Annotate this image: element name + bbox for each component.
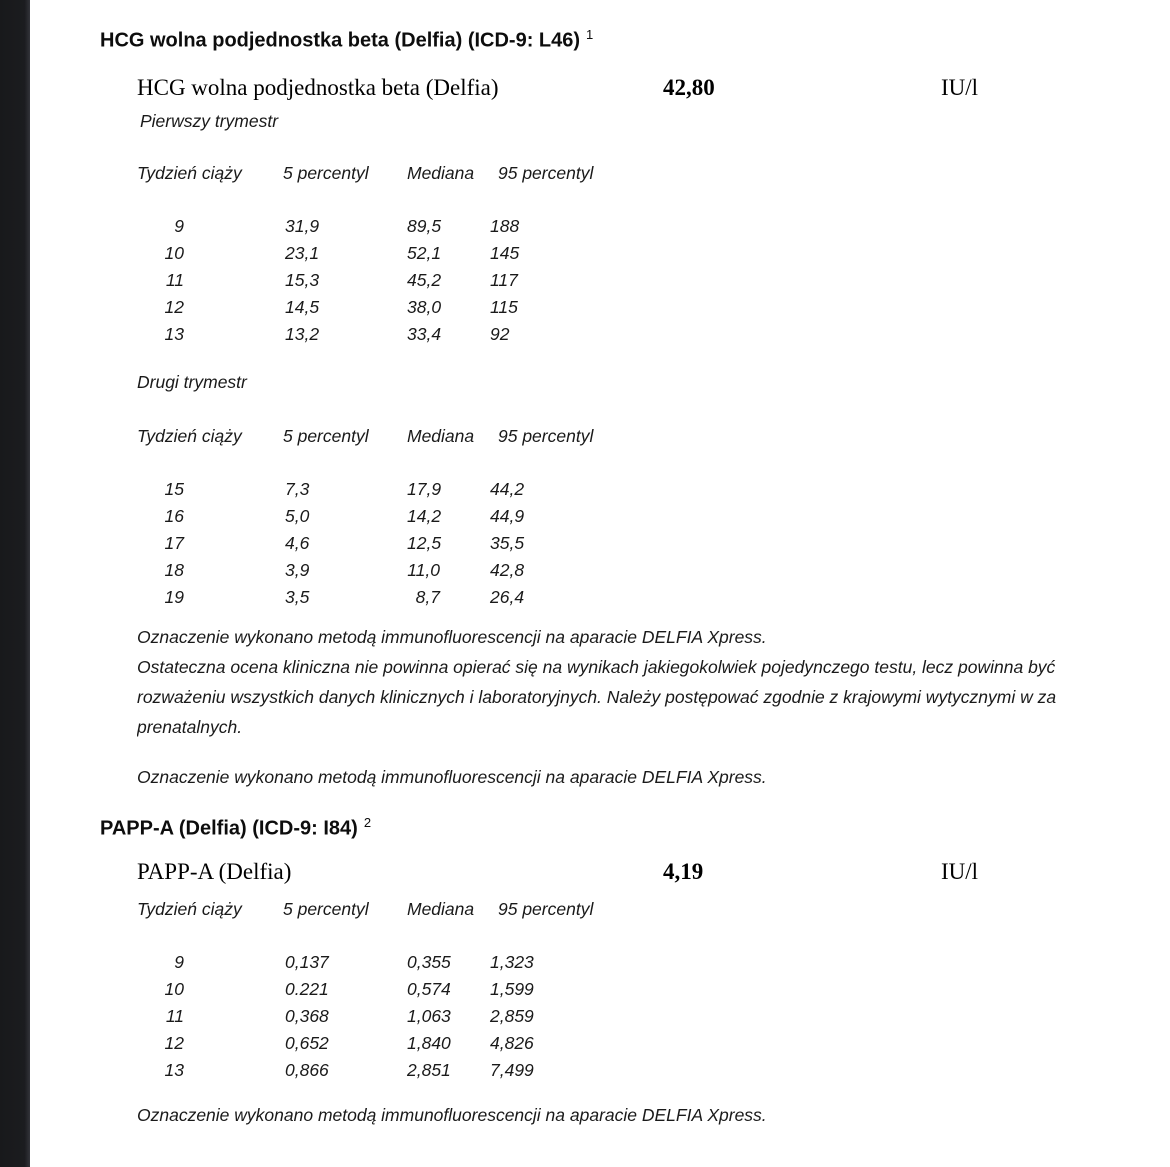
- table-cell: 31,9: [285, 216, 320, 236]
- table-header-cell: Tydzień ciąży: [137, 426, 242, 446]
- pappa-method-note: Oznaczenie wykonano metodą immunofluorescencji na aparacie DELFIA Xpress.: [137, 1105, 767, 1125]
- table-cell: 52,1: [407, 243, 442, 263]
- table-header-cell: Tydzień ciąży: [137, 163, 242, 183]
- table-row: [137, 976, 618, 1003]
- hcg-method-note: Oznaczenie wykonano metodą immunofluorescencji na aparacie DELFIA Xpress.: [137, 767, 767, 787]
- table-header-cell: 95 percentyl: [498, 899, 594, 919]
- table-header-cell: 95 percentyl: [498, 163, 594, 183]
- table-header-row: [137, 423, 618, 450]
- table-cell: 15: [164, 479, 184, 499]
- pappa-result-name: PAPP-A (Delfia): [137, 859, 292, 884]
- table-cell: 12: [164, 1033, 184, 1053]
- table-cell: 10: [164, 243, 184, 263]
- table-row: [137, 476, 618, 503]
- table-cell: 13: [164, 324, 184, 344]
- hcg-result-line: [0, 74, 1170, 104]
- table-cell: 17,9: [407, 479, 442, 499]
- table-cell: 14,2: [407, 506, 442, 526]
- table-cell: 12,5: [407, 533, 442, 553]
- table-cell: 0,355: [407, 952, 451, 972]
- table-cell: 44,9: [490, 506, 525, 526]
- table-cell: 17: [164, 533, 184, 553]
- table-cell: 188: [490, 216, 520, 236]
- table-header-cell: Mediana: [407, 163, 475, 183]
- table-row: [137, 530, 618, 557]
- table-cell: 14,5: [285, 297, 320, 317]
- table-cell: 89,5: [407, 216, 442, 236]
- hcg-second-trimester-table: [137, 423, 618, 611]
- table-header-cell: Mediana: [407, 899, 475, 919]
- pappa-section-title: [100, 810, 371, 842]
- pappa-section-title-text: PAPP-A (Delfia) (ICD-9: I84): [100, 817, 358, 840]
- table-cell: 15,3: [285, 270, 320, 290]
- hcg-result-value: 42,80: [663, 75, 715, 100]
- pappa-footnote-superscript: 2: [363, 815, 372, 830]
- disclaimer-line: rozważeniu wszystkich danych klinicznych i laboratoryjnych. Należy postępować zgodnie z krajowymi wytycznymi w za: [137, 687, 1057, 707]
- table-cell: 45,2: [407, 270, 442, 290]
- hcg-result-unit: IU/l: [941, 75, 979, 100]
- table-cell: 0,574: [407, 979, 451, 999]
- second-trimester-label: Drugi trymestr: [137, 372, 247, 392]
- table-row: [137, 584, 618, 611]
- pappa-reference-table: [137, 896, 618, 1084]
- table-header-row: [137, 896, 618, 923]
- hcg-comment-paragraph: [137, 622, 1170, 742]
- table-cell: 9: [174, 952, 184, 972]
- disclaimer-line: Oznaczenie wykonano metodą immunofluorescencji na aparacie DELFIA Xpress.: [137, 627, 767, 647]
- table-cell: 0,368: [285, 1006, 329, 1026]
- table-cell: 7,499: [490, 1060, 534, 1080]
- table-cell: 13: [164, 1060, 184, 1080]
- hcg-section-title-text: HCG wolna podjednostka beta (Delfia) (ICD-9: L46): [100, 29, 581, 52]
- table-cell: 0.221: [285, 979, 329, 999]
- pappa-result-unit: IU/l: [941, 859, 979, 884]
- table-cell: 4,6: [285, 533, 310, 553]
- table-cell: 23,1: [285, 243, 320, 263]
- table-header-cell: 95 percentyl: [498, 426, 594, 446]
- pappa-result-value: 4,19: [663, 859, 704, 884]
- table-cell: 18: [164, 560, 184, 580]
- table-row: [137, 294, 618, 321]
- table-cell: 33,4: [407, 324, 442, 344]
- table-cell: 13,2: [285, 324, 320, 344]
- table-row: [137, 949, 618, 976]
- table-row: [137, 1030, 618, 1057]
- viewer-edge-bar: [0, 0, 30, 1167]
- table-cell: 0,652: [285, 1033, 329, 1053]
- table-cell: 0,866: [285, 1060, 329, 1080]
- table-cell: 92: [490, 324, 510, 344]
- table-row: [137, 321, 618, 348]
- table-cell: 4,826: [490, 1033, 534, 1053]
- table-header-cell: Mediana: [407, 426, 475, 446]
- first-trimester-label: Pierwszy trymestr: [140, 111, 279, 131]
- table-header-cell: 5 percentyl: [283, 426, 369, 446]
- table-cell: 1,599: [490, 979, 534, 999]
- table-cell: 42,8: [490, 560, 525, 580]
- table-cell: 1,840: [407, 1033, 451, 1053]
- table-row: [137, 503, 618, 530]
- table-cell: 117: [490, 270, 518, 290]
- table-cell: 16: [164, 506, 184, 526]
- table-header-cell: Tydzień ciąży: [137, 899, 242, 919]
- table-row: [137, 1057, 618, 1084]
- hcg-footnote-superscript: 1: [586, 27, 594, 42]
- table-header-cell: 5 percentyl: [283, 899, 369, 919]
- table-header-cell: 5 percentyl: [283, 163, 369, 183]
- hcg-first-trimester-table: [137, 160, 618, 348]
- table-cell: 11: [165, 1006, 184, 1026]
- table-row: [137, 267, 618, 294]
- table-cell: 38,0: [407, 297, 442, 317]
- table-cell: 0,137: [285, 952, 329, 972]
- table-row: [137, 557, 618, 584]
- table-header-row: [137, 160, 618, 187]
- disclaimer-line: prenatalnych.: [137, 717, 243, 737]
- pappa-result-line: [0, 858, 1170, 888]
- table-cell: 12: [164, 297, 184, 317]
- table-cell: 145: [490, 243, 520, 263]
- table-cell: 26,4: [490, 587, 525, 607]
- table-cell: 3,9: [285, 560, 310, 580]
- table-row: [137, 240, 618, 267]
- table-cell: 115: [490, 297, 518, 317]
- table-cell: 2,859: [490, 1006, 534, 1026]
- table-row: [137, 213, 618, 240]
- hcg-section-title: [100, 22, 593, 54]
- table-cell: 11,0: [407, 560, 440, 580]
- hcg-result-name: HCG wolna podjednostka beta (Delfia): [137, 75, 499, 100]
- table-cell: 19: [164, 587, 184, 607]
- table-cell: 9: [174, 216, 184, 236]
- table-cell: 35,5: [490, 533, 525, 553]
- table-cell: 5,0: [285, 506, 310, 526]
- table-cell: 7,3: [285, 479, 310, 499]
- table-cell: 2,851: [407, 1060, 451, 1080]
- table-cell: 8,7: [415, 587, 440, 607]
- table-cell: 10: [164, 979, 184, 999]
- table-cell: 11: [165, 270, 184, 290]
- disclaimer-line: Ostateczna ocena kliniczna nie powinna opierać się na wynikach jakiegokolwiek pojedynczego testu, lecz powinna być: [137, 657, 1056, 677]
- table-cell: 1,323: [490, 952, 534, 972]
- table-cell: 44,2: [490, 479, 525, 499]
- table-cell: 1,063: [407, 1006, 451, 1026]
- table-cell: 3,5: [285, 587, 310, 607]
- table-row: [137, 1003, 618, 1030]
